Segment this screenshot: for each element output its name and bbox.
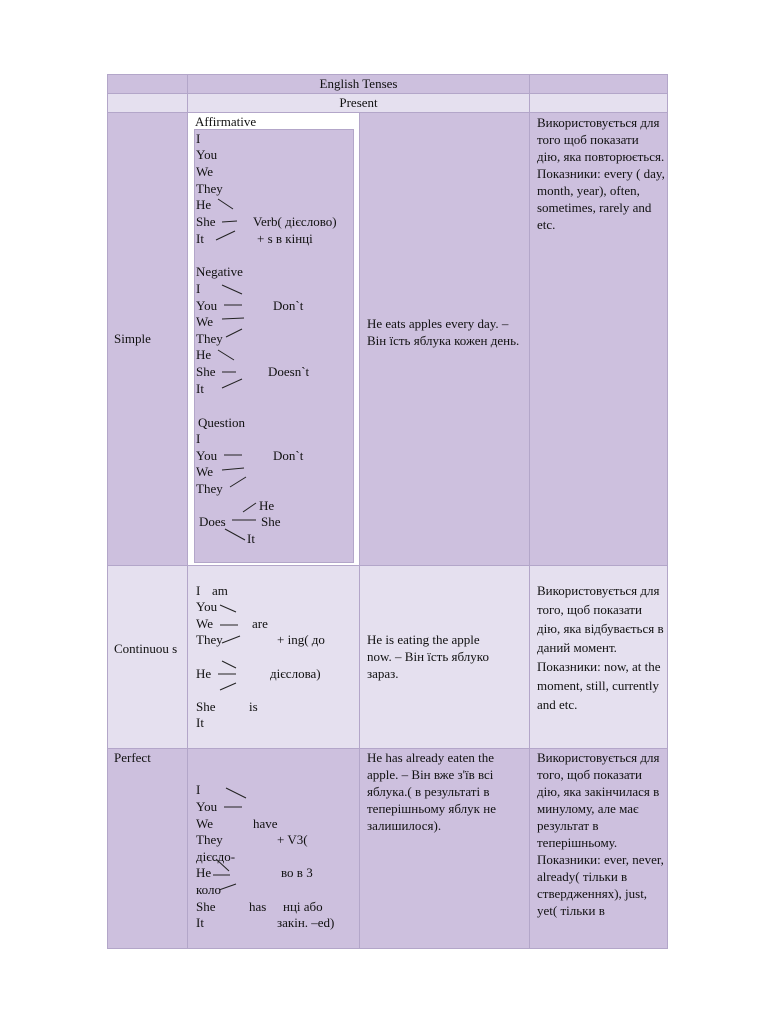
cont-ing: + ing( до [277,632,325,647]
perf-she: She [196,899,216,914]
pronoun: It [196,381,204,396]
perf-d5: закін. –ed) [277,915,335,930]
cont-he: He [196,666,212,681]
cont-is: is [249,699,258,714]
pronoun: He [196,197,212,212]
connector-stroke [218,350,234,360]
perf-has: has [249,899,267,914]
connector-stroke [222,468,244,470]
pronoun: I [196,281,201,296]
connector-stroke [222,318,244,319]
perf-you: You [196,799,218,814]
cont-am: am [212,583,228,598]
perf-d3: коло [196,882,221,897]
connector-stroke [222,636,240,643]
connector-stroke [230,477,246,487]
connector-stroke [222,379,242,388]
pronoun: They [196,331,223,346]
question-heading: Question [198,415,245,430]
connector-stroke [216,231,235,240]
connector-stroke [220,605,236,612]
question-dont: Don`t [273,448,304,463]
simple-usage: Використовується для того щоб показати дію, яка повторюється. Показники: every ( day, month, year), often, sometimes, rarely and etc. [537,115,665,232]
perfect-label: Perfect [114,750,151,765]
perf-d4: нці або [283,899,323,914]
cont-it: It [196,715,204,730]
cont-i: I [196,583,201,598]
perf-i: I [196,782,201,797]
continuous-example: He is eating the apple now. – Він їсть яблуко зараз. [367,632,489,681]
pronoun: They [196,481,223,496]
cont-they: They [196,632,223,647]
pronoun: I [196,131,201,146]
connector-stroke [222,661,236,668]
simple-label: Simple [114,331,151,346]
pronoun: She [196,214,216,229]
connector-stroke [222,221,237,222]
pronoun: You [196,147,218,162]
connector-stroke [220,683,236,690]
question-does: Does [199,514,226,529]
connector-stroke [218,199,233,209]
present-heading: Present [339,95,378,110]
perf-d2: во в 3 [281,865,313,880]
simple-example: He eats apples every day. – Він їсть яблука кожен день. [367,316,520,348]
connector-stroke [243,503,256,512]
table-title: English Tenses [319,76,398,91]
cont-are: are [252,616,268,631]
question-it: It [247,531,255,546]
negative-dont: Don`t [273,298,304,313]
perf-we: We [196,816,213,831]
connector-stroke [216,859,229,871]
question-he: He [259,498,275,513]
perfect-usage: Використовується для того, щоб показати дію, яка закінчилася в минулому, але має результат в теперішньому. Показники: ever, never, already( тільки в ствердженнях), just, yet( тільки в [537,750,664,918]
perfect-example: He has already eaten the apple. – Він вже з'їв всі яблука.( в результаті в теперішньому яблук не залишилося). [367,750,496,833]
pronoun: We [196,164,213,179]
question-she: She [261,514,281,529]
perf-he: He [196,865,212,880]
continuous-label: Continuou s [114,641,178,656]
connector-stroke [226,788,246,798]
cont-she: She [196,699,216,714]
pronoun: We [196,464,213,479]
pronoun: You [196,298,218,313]
perf-v3: + V3( [277,832,308,847]
affirmative-rule: Verb( дієслово) [253,214,337,229]
continuous-usage: Використовується для того, щоб показати дію, яка відбувається в даний момент. Показники: now, at the moment, still, currently and etc. [537,583,664,712]
connector-stroke [225,529,245,540]
cont-verb: дієслова) [270,666,321,681]
connector-stroke [219,884,236,890]
cont-you: You [196,599,218,614]
negative-heading: Negative [196,264,243,279]
perf-it: It [196,915,204,930]
perf-d1: дієсдо- [196,849,236,864]
negative-doesnt: Doesn`t [268,364,310,379]
pronoun: They [196,181,223,196]
pronoun: You [196,448,218,463]
pronoun: I [196,431,201,446]
perf-they: They [196,832,223,847]
pronoun: She [196,364,216,379]
connector-stroke [226,329,242,337]
pronoun: It [196,231,204,246]
cont-we: We [196,616,213,631]
pronoun: We [196,314,213,329]
affirmative-heading: Affirmative [195,114,257,129]
connector-stroke [222,285,242,294]
affirmative-rule-suffix: + s в кінці [257,231,313,246]
perf-have: have [253,816,278,831]
pronoun: He [196,347,212,362]
